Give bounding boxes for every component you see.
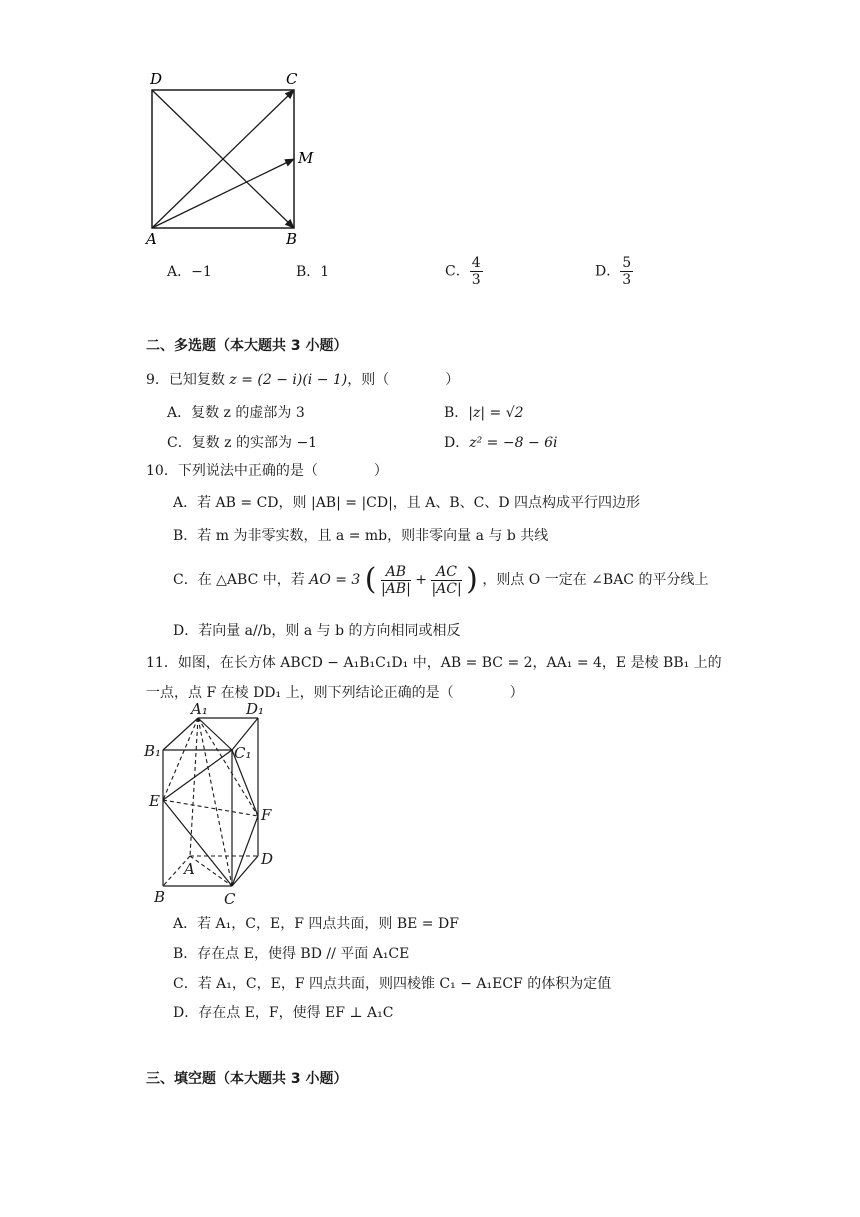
q10-option-c[interactable]: C．在 △ABC 中，若 AO = 3 ( $\frac{AB}{|AB|}$ + $\frac{AC}{|AC|}$ ) ，则点 O 一定在 ∠BAC 的平分线上	[173, 562, 709, 597]
q8-option-d[interactable]	[595, 255, 633, 288]
option-letter: C．	[445, 263, 470, 280]
q9-stem: 9．已知复数 z = (2 − i)(i − 1)，则（ ）	[146, 372, 460, 388]
label-b1: B₁	[144, 742, 162, 760]
label-m: M	[298, 149, 314, 167]
label-d: D	[150, 70, 163, 88]
q11-option-d[interactable]: D．存在点 E，F，使得 EF ⊥ A₁C	[173, 1005, 394, 1021]
q11-option-b[interactable]: B．存在点 E，使得 BD // 平面 A₁CE	[173, 946, 410, 962]
option-value: −1	[191, 264, 212, 280]
vector-am	[152, 159, 294, 228]
q9-option-d[interactable]: D．z² = −8 − 6i	[444, 435, 558, 451]
label-a1: A₁	[191, 700, 208, 718]
square-vector-figure	[140, 68, 320, 248]
section-title-multiple-choice: 二、多选题（本大题共 3 小题）	[146, 338, 348, 354]
q9-option-d-expression: z² = −8 − 6i	[469, 435, 558, 451]
q9-option-b[interactable]: B．|z| = √2	[444, 405, 524, 421]
label-c: C	[224, 890, 236, 908]
option-letter: A．	[167, 264, 192, 280]
section-title-fill-in: 三、填空题（本大题共 3 小题）	[146, 1071, 348, 1087]
option-letter: B．	[296, 264, 321, 280]
option-letter: D．	[595, 263, 621, 280]
unit-vector-ac: $\frac{AC}{|AC|}$	[431, 563, 462, 597]
q10-option-b[interactable]: B．若 m 为非零实数，且 a = mb，则非零向量 a 与 b 共线	[173, 528, 549, 544]
cuboid-figure	[140, 700, 290, 910]
label-b: B	[154, 888, 166, 906]
label-d: D	[261, 850, 274, 868]
label-a: A	[146, 230, 157, 248]
q8-option-c[interactable]	[445, 255, 483, 288]
q10-option-d[interactable]: D．若向量 a//b，则 a 与 b 的方向相同或相反	[173, 623, 461, 639]
q11-option-a[interactable]: A．若 A₁，C，E，F 四点共面，则 BE = DF	[173, 916, 459, 932]
q9-option-a[interactable]: A．复数 z 的虚部为 3	[167, 405, 305, 421]
unit-vector-ab: $\frac{AB}{|AB|}$	[380, 563, 411, 597]
label-c: C	[286, 70, 298, 88]
q11-stem-line2: 一点，点 F 在棱 DD₁ 上，则下列结论正确的是（ ）	[146, 685, 524, 701]
q8-option-b[interactable]	[296, 263, 329, 281]
label-e: E	[149, 792, 160, 810]
label-c1: C₁	[234, 744, 252, 762]
q11-stem-line1: 11．如图，在长方体 ABCD − A₁B₁C₁D₁ 中，AB = BC = 2，AA₁ = 4，E 是棱 BB₁ 上的	[146, 655, 722, 671]
option-fraction: $\frac{4}{3}$	[471, 255, 481, 288]
q11-option-c[interactable]: C．若 A₁，C，E，F 四点共面，则四棱锥 C₁ − A₁ECF 的体积为定值	[173, 976, 612, 992]
q8-option-a[interactable]	[167, 263, 212, 281]
q10-stem: 10．下列说法中正确的是（ ）	[146, 463, 388, 479]
q9-option-c[interactable]: C．复数 z 的实部为 −1	[167, 435, 318, 451]
q9-expression: z = (2 − i)(i − 1)	[229, 372, 348, 388]
label-a: A	[184, 860, 195, 878]
label-f: F	[261, 806, 272, 824]
label-b: B	[286, 230, 298, 248]
option-fraction: $\frac{5}{3}$	[622, 255, 632, 288]
q9-option-b-expression: |z| = √2	[468, 405, 524, 421]
q10-option-a[interactable]: A．若 AB = CD，则 |AB| = |CD|，且 A、B、C、D 四点构成平行四边形	[173, 495, 641, 511]
label-d1: D₁	[246, 700, 265, 718]
option-value: 1	[320, 264, 330, 280]
